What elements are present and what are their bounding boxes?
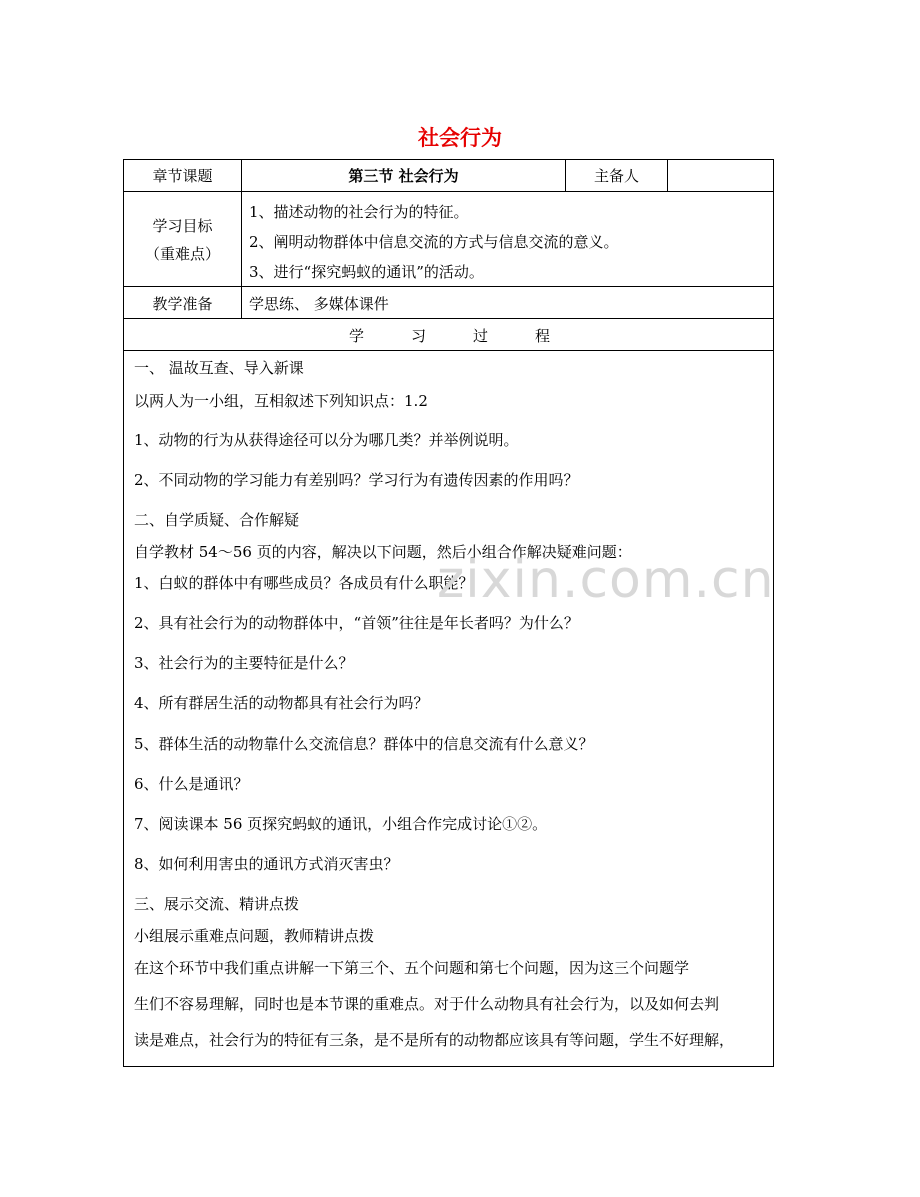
process-header-char: 习: [410, 327, 426, 345]
watermark: zixin.com.cn: [437, 550, 775, 610]
question-item: 7、阅读课本 56 页探究蚂蚁的通讯，小组合作完成讨论①②。: [134, 815, 548, 833]
question-item: 3、社会行为的主要特征是什么？: [134, 654, 354, 672]
process-header-char: 学: [348, 327, 364, 345]
goals-sublabel: （重难点）: [144, 245, 220, 263]
chapter-label: 章节课题: [152, 167, 213, 185]
question-item: 5、群体生活的动物靠什么交流信息？群体中的信息交流有什么意义？: [134, 735, 594, 753]
question-item: 8、如何利用害虫的通讯方式消灭害虫？: [134, 855, 399, 873]
section-heading: 二、自学质疑、合作解疑: [134, 511, 300, 529]
goal-item: 1、描述动物的社会行为的特征。: [249, 203, 469, 221]
question-item: 6、什么是通讯？: [134, 775, 249, 793]
body-line: 小组展示重难点问题，教师精讲点拨: [134, 927, 375, 945]
process-header-char: 过: [472, 327, 488, 345]
prep-value: 学思练、 多媒体课件: [249, 295, 389, 313]
body-line: 一、 温故互查、导入新课: [134, 359, 304, 377]
question-item: 4、所有群居生活的动物都具有社会行为吗？: [134, 694, 429, 712]
section-heading: 三、展示交流、精讲点拨: [134, 895, 300, 913]
process-header-char: 程: [534, 327, 550, 345]
table-rule: [667, 160, 668, 191]
body-line: 以两人为一小组，互相叙述下列知识点：1.2: [134, 392, 428, 410]
body-line: 2、不同动物的学习能力有差别吗？学习行为有遗传因素的作用吗？: [134, 471, 579, 489]
table-rule: [124, 286, 773, 287]
body-line: 1、动物的行为从获得途径可以分为哪几类？并举例说明。: [134, 431, 519, 449]
question-item: 2、具有社会行为的动物群体中，“首领”往往是年长者吗？为什么？: [134, 614, 579, 632]
table-rule: [124, 318, 773, 319]
body-line: 读是难点，社会行为的特征有三条，是不是所有的动物都应该具有等问题，学生不好理解，: [134, 1031, 735, 1049]
lesson-plan-table: [123, 159, 774, 1067]
body-line: 在这个环节中我们重点讲解一下第三个、五个问题和第七个问题，因为这三个问题学: [134, 959, 690, 977]
preparer-label: 主备人: [593, 167, 639, 185]
page-title: 社会行为: [418, 125, 502, 150]
goal-item: 3、进行“探究蚂蚁的通讯”的活动。: [249, 263, 484, 281]
table-rule: [124, 350, 773, 351]
process-header: [124, 326, 775, 346]
body-line: 自学教材 54～56 页的内容，解决以下问题，然后小组合作解决疑难问题：: [134, 543, 632, 561]
question-item: 1、白蚁的群体中有哪些成员？各成员有什么职能？: [134, 574, 474, 592]
goals-label: 学习目标: [152, 217, 213, 235]
table-rule: [124, 191, 773, 192]
prep-label: 教学准备: [152, 295, 213, 313]
body-line: 生们不容易理解，同时也是本节课的重难点。对于什么动物具有社会行为，以及如何去判: [134, 995, 720, 1013]
goal-item: 2、阐明动物群体中信息交流的方式与信息交流的意义。: [249, 233, 619, 251]
chapter-value: 第三节 社会行为: [348, 167, 459, 185]
